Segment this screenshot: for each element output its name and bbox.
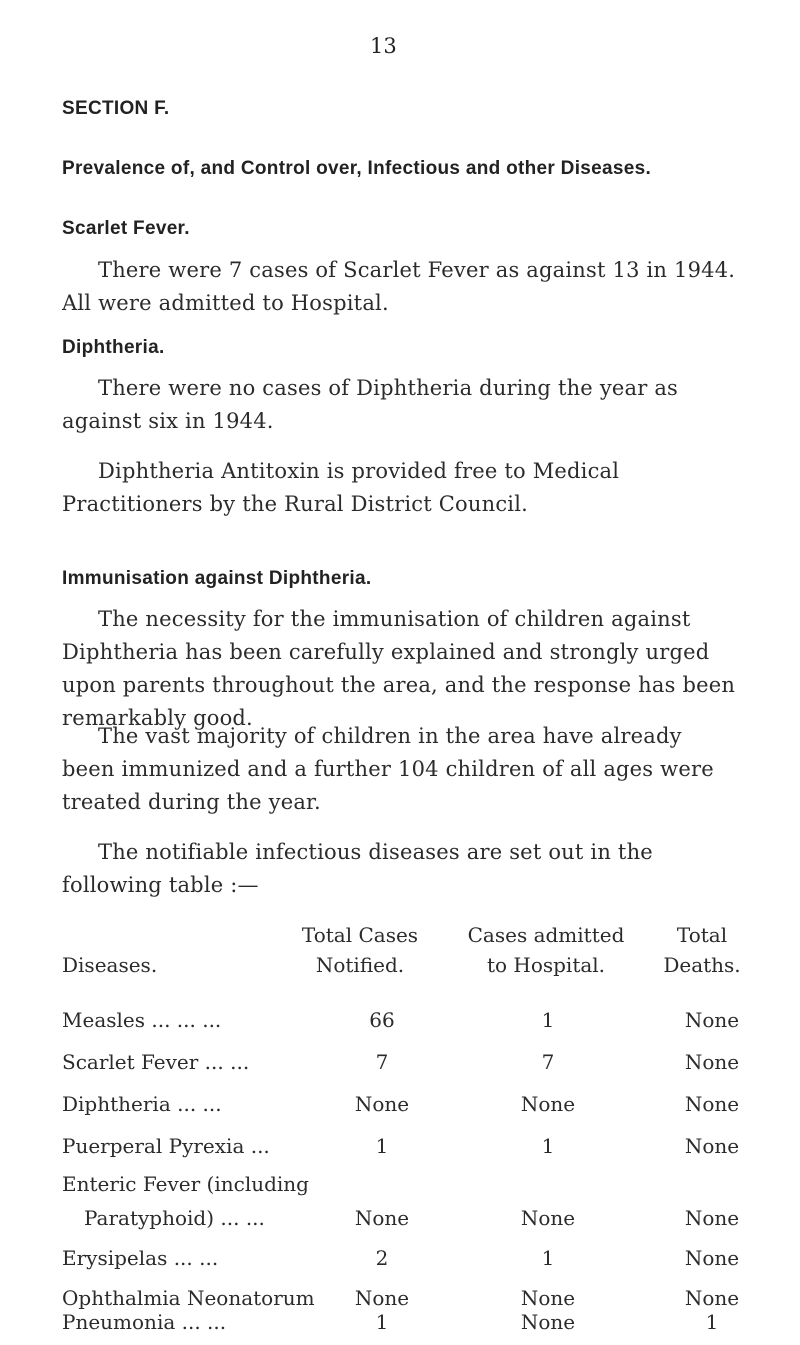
table-row: [62, 1092, 762, 1122]
immunisation-text-1: The necessity for the immunisation of children against Diphtheria has been carefully explained and strongly urged upon parents throughout the area, and the response has been remarkably good.: [62, 607, 736, 730]
disease-name: Erysipelas ... ...: [62, 1246, 219, 1270]
header-total-deaths: Total Deaths.: [663, 923, 741, 977]
section-title: SECTION F.: [62, 98, 170, 119]
notified-value: 7: [375, 1050, 389, 1074]
notified-value: None: [354, 1092, 410, 1116]
disease-name: Scarlet Fever ... ...: [62, 1050, 250, 1074]
page-number: 13: [370, 34, 397, 58]
hospital-value: 1: [541, 1246, 555, 1270]
notified-value: 66: [369, 1008, 395, 1032]
table-row: [62, 1050, 762, 1080]
immunisation-text-2: The vast majority of children in the area have already been immunized and a further 104 children of all ages were treated during the year.: [62, 724, 714, 814]
disease-name: Paratyphoid) ... ...: [84, 1206, 265, 1230]
hospital-value: None: [520, 1286, 576, 1310]
disease-name: Pneumonia ... ...: [62, 1310, 227, 1334]
diphtheria-text-2: Diphtheria Antitoxin is provided free to Medical Practitioners by the Rural District Council.: [62, 459, 620, 516]
diphtheria-heading: Diphtheria.: [62, 337, 165, 358]
deaths-value: None: [684, 1286, 740, 1310]
disease-name: Ophthalmia Neonatorum: [62, 1286, 315, 1310]
notified-value: None: [354, 1206, 410, 1230]
table-row: [62, 1206, 762, 1236]
hospital-value: 7: [541, 1050, 555, 1074]
deaths-value: None: [684, 1206, 740, 1230]
disease-name: Diphtheria ... ...: [62, 1092, 222, 1116]
header-total-cases-notified: Total Cases Notified.: [301, 923, 419, 977]
hospital-value: None: [520, 1206, 576, 1230]
hospital-value: None: [520, 1310, 576, 1334]
deaths-value: 1: [705, 1310, 719, 1334]
disease-name-line-1: Enteric Fever (including: [62, 1172, 309, 1196]
deaths-value: None: [684, 1134, 740, 1158]
table-row: [62, 1246, 762, 1276]
table-row: [62, 1172, 762, 1202]
deaths-value: None: [684, 1092, 740, 1116]
immunisation-text-3: The notifiable infectious diseases are set out in the following table :—: [62, 840, 653, 897]
header-diseases: Diseases.: [62, 953, 158, 977]
table-row: [62, 1008, 762, 1038]
scarlet-fever-heading: Scarlet Fever.: [62, 218, 190, 239]
disease-name: Puerperal Pyrexia ...: [62, 1134, 270, 1158]
immunisation-heading: Immunisation against Diphtheria.: [62, 568, 372, 589]
hospital-value: 1: [541, 1008, 555, 1032]
disease-name: Measles ... ... ...: [62, 1008, 222, 1032]
deaths-value: None: [684, 1050, 740, 1074]
notified-value: None: [354, 1286, 410, 1310]
hospital-value: None: [520, 1092, 576, 1116]
notified-value: 1: [375, 1310, 389, 1334]
deaths-value: None: [684, 1008, 740, 1032]
header-cases-admitted: Cases admitted to Hospital.: [467, 923, 625, 977]
notified-value: 2: [375, 1246, 389, 1270]
diphtheria-text-1: There were no cases of Diphtheria during the year as against six in 1944.: [62, 376, 679, 433]
main-heading: Prevalence of, and Control over, Infectious and other Diseases.: [62, 158, 652, 179]
deaths-value: None: [684, 1246, 740, 1270]
notified-value: 1: [375, 1134, 389, 1158]
table-row: [62, 1310, 762, 1340]
scarlet-fever-text: There were 7 cases of Scarlet Fever as against 13 in 1944. All were admitted to Hospital.: [62, 258, 736, 315]
hospital-value: 1: [541, 1134, 555, 1158]
table-row: [62, 1134, 762, 1164]
